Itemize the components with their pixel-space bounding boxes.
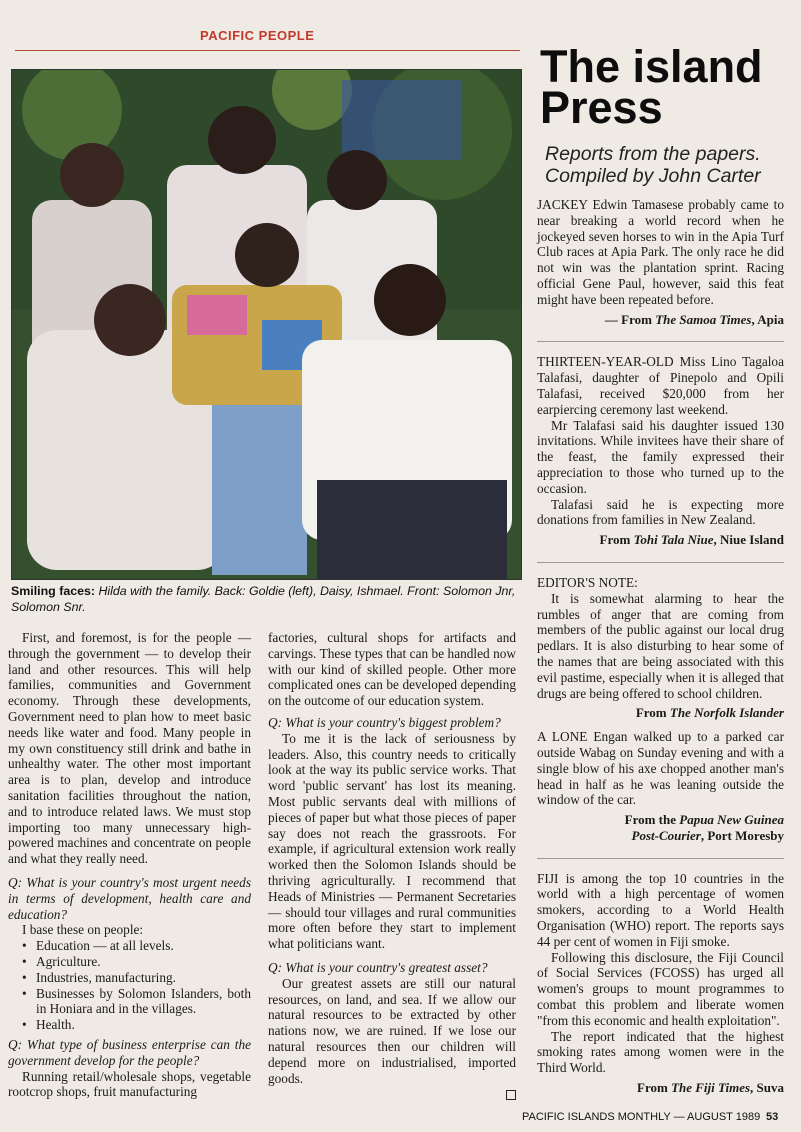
page-footer: PACIFIC ISLANDS MONTHLY — AUGUST 1989 (522, 1111, 761, 1123)
news-item: A LONE Engan walked up to a parked car outside Wabag on Sunday evening and with a single blow of his axe chopped another man's head in half as he was leaning outside the window of the car. (537, 729, 784, 808)
list-item: • Health. (22, 1017, 251, 1033)
news-item: JACKEY Edwin Tamasese probably came to near breaking a world record when he jockeyed seven horses to win in the Apia Turf Club races at Apia Park. The only race he did not win was the plantation sprint. Racing official Gene Paul, however, said this feat might have been repeated before. (537, 197, 784, 307)
credit-prefix: From the (624, 812, 680, 828)
divider (537, 562, 784, 563)
news-item: Mr Talafasi said his daughter issued 130 invitations. While invitees have their share of the feast, the family expressed their appreciation to those who turned up to the occasion. (537, 417, 784, 496)
source-credit (537, 1080, 784, 1096)
divider (537, 858, 784, 859)
source-credit (537, 812, 784, 844)
credit-prefix: From (635, 705, 670, 721)
credit-place: , Niue Island (713, 532, 784, 548)
credit-paper: Papua New Guinea (679, 812, 784, 828)
article-column-2 (268, 630, 516, 1100)
headline: The island Press (540, 41, 763, 133)
credit-paper: The Fiji Times (671, 1080, 751, 1096)
credit-paper: Tohi Tala Niue (633, 532, 714, 548)
priority-list (8, 938, 251, 1033)
question: Q: What is your country's biggest problem? (268, 714, 501, 730)
section-kicker: PACIFIC PEOPLE (200, 28, 315, 43)
news-item: The report indicated that the highest smoking rates among women were in the Third World. (537, 1028, 784, 1076)
news-item: It is somewhat alarming to hear the rumbles of anger that are coming from members of the public against our local drug pedlars. It is also disturbing to hear some of the names that are being associated with this evil pastime, especially when it is alleged that drugs are being offered to school children. (537, 590, 784, 701)
news-item: Following this disclosure, the Fiji Council of Social Services (FCOSS) has urged all women's groups to mount programmes to combat this problem and liberate women "from this economic and health exploitation". (537, 949, 784, 1028)
paragraph: Running retail/wholesale shops, vegetable rootcrop shops, fruit manufacturing (8, 1068, 251, 1100)
family-photo (11, 69, 522, 580)
caption-lead: Smiling faces: (11, 584, 96, 598)
credit-paper: The Norfolk Islander (669, 705, 784, 721)
article-column-1 (8, 630, 251, 1100)
paragraph: I base these on people: (22, 922, 144, 938)
paragraph: To me it is the lack of seriousness by leaders. Also, this country needs to critically look at the way its public service works. That word 'public servant' has lost its meaning. Most public servants deal with millions of pieces of paper but what those pieces of paper say does not reach the grassroots. For example, if agricultural extension work really worked then the Solomon Islands should be thriving agriculturally. I recommend that Heads of Ministries — Permanent Secretaries — should tour villages and rural communities more often before they start to implement what politicians want. (268, 730, 516, 952)
list-item: • Agriculture. (22, 954, 251, 970)
paragraph: Our greatest assets are still our natural resources, on land, and sea. If we allow our natural resources to be extracted by other nations now, we are ruined. If we lose our natural resources then our children will depend more on industrialised, imported goods. (268, 975, 516, 1086)
credit-prefix: From (599, 532, 634, 548)
question: Q: What is your country's greatest asset? (268, 959, 488, 975)
credit-place: , Apia (751, 311, 784, 327)
news-item: THIRTEEN-YEAR-OLD Miss Lino Tagaloa Talafasi, daughter of Pinepolo and Opili Talafasi, received $20,000 from her earpiercing ceremony last weekend. (537, 354, 784, 417)
credit-place: , Suva (750, 1080, 784, 1096)
paragraph: factories, cultural shops for artifacts and carvings. These types that can be handled now with our kind of skilled people. Other more complicated ones can be developed depending on the outcome of our education system. (268, 630, 516, 709)
credit-prefix: From (637, 1080, 672, 1096)
list-item: • Education — at all levels. (22, 938, 251, 954)
question: Q: What type of business enterprise can the government develop for the people? (8, 1036, 251, 1068)
deck: Reports from the papers. Compiled by John Carter (545, 143, 761, 187)
press-column (537, 197, 784, 1096)
family-photo-illustration (12, 70, 521, 579)
photo-caption (11, 583, 520, 615)
caption-text: Hilda with the family. Back: Goldie (left), Daisy, Ishmael. Front: Solomon Jnr, Solomon Snr. (11, 584, 516, 614)
editors-note-heading: EDITOR'S NOTE: (537, 574, 638, 590)
header-rule (15, 50, 520, 51)
page-number: 53 (766, 1111, 779, 1123)
credit-paper: The Samoa Times (655, 311, 752, 327)
source-credit (537, 312, 784, 328)
news-item: Talafasi said he is expecting more donations from families in New Zealand. (537, 496, 784, 528)
divider (537, 341, 784, 342)
list-item: • Businesses by Solomon Islanders, both in Honiara and in the villages. (22, 986, 251, 1018)
credit-paper: Post-Courier (631, 827, 701, 843)
credit-place: , Port Moresby (700, 827, 784, 843)
list-item: • Industries, manufacturing. (22, 970, 251, 986)
end-mark-icon (506, 1090, 516, 1100)
question: Q: What is your country's most urgent needs in terms of development, health care and education? (8, 874, 251, 922)
source-credit (537, 705, 784, 721)
credit-prefix: — From (604, 311, 656, 327)
paragraph: First, and foremost, is for the people — through the government — to develop their land and other resources. This will help families, communities and Government economy. Through these developments, Government need to plan how to meet basic needs like water and food. Many people in my own constituency still drink and bathe in unhealthy water. The other most important area is to plan, develop and introduce sanitation facilities throughout the nation, and to introduce related laws. We must stop importing too many unnecessary high-powered machines and concentrate on people and what they really need. (8, 630, 251, 867)
source-credit (537, 532, 784, 548)
news-item: FIJI is among the top 10 countries in the world with a high percentage of women smokers, according to a World Health Organisation (WHO) report. The reports says 44 per cent of women in Fiji smoke. (537, 870, 784, 949)
